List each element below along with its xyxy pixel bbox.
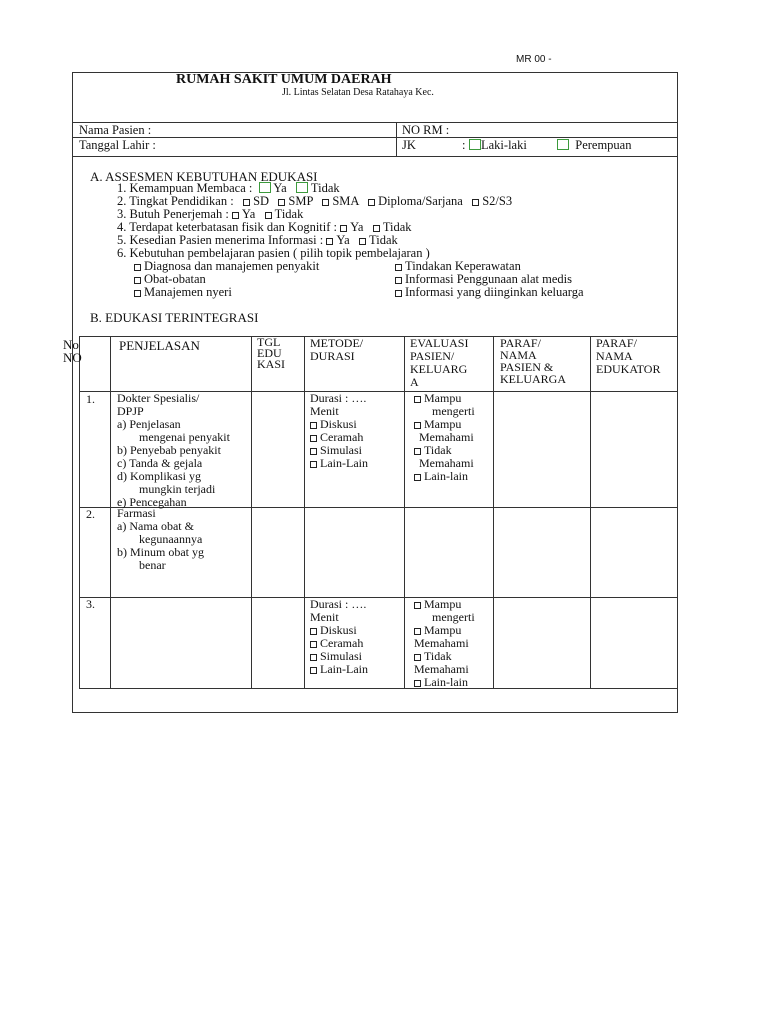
- checkbox-icon[interactable]: [310, 654, 317, 661]
- header-metode: METODE/ DURASI: [310, 336, 364, 363]
- metode-option[interactable]: Ceramah: [310, 431, 368, 444]
- question-reading: [117, 182, 340, 195]
- evaluasi-options: Mampu mengerti Mampu Memahami Tidak Memahami Lain-lain: [414, 392, 475, 483]
- checkbox-icon[interactable]: [359, 238, 366, 245]
- gender-female-option[interactable]: [557, 139, 631, 152]
- header-evaluasi: EVALUASI PASIEN/ KELUARG A: [410, 336, 469, 389]
- option-yes: Ya: [273, 181, 287, 195]
- row-explanation: Dokter Spesialis/ DPJP a) Penjelasan mengenai penyakit b) Penyebab penyakit c) Tanda & gejala d) Komplikasi yg mungkin terjadi e) Pencegahan: [117, 391, 230, 509]
- metode-option[interactable]: Lain-Lain: [310, 663, 368, 676]
- checkbox-icon[interactable]: [414, 422, 421, 429]
- medical-record-field[interactable]: NO RM :: [402, 123, 450, 137]
- question-label: 3. Butuh Penerjemah :: [117, 207, 229, 221]
- question-limitation: [117, 221, 412, 234]
- divider: [72, 122, 678, 123]
- table-border: [304, 336, 305, 688]
- table-border: [493, 336, 494, 688]
- topic-label: Informasi yang diinginkan keluarga: [405, 285, 584, 299]
- divider: [72, 156, 678, 157]
- gender-colon: :: [462, 138, 466, 152]
- evaluasi-option[interactable]: Mampu: [414, 418, 475, 431]
- topic-label: Tindakan Keperawatan: [405, 259, 521, 273]
- topic-label: Obat-obatan: [144, 272, 206, 286]
- topic-option[interactable]: [134, 260, 319, 273]
- metode-option[interactable]: Ceramah: [310, 637, 368, 650]
- question-label: 1. Kemampuan Membaca :: [117, 181, 253, 195]
- question-label: 2. Tingkat Pendidikan :: [117, 194, 234, 208]
- option-yes: Ya: [336, 233, 350, 247]
- evaluasi-option[interactable]: Mampu: [414, 392, 475, 405]
- question-learning-needs: 6. Kebutuhan pembelajaran pasien ( pilih topik pembelajaran ): [117, 246, 430, 260]
- table-border: [79, 336, 678, 337]
- checkbox-icon[interactable]: [134, 277, 141, 284]
- header-paraf-edukator: PARAF/ NAMA EDUKATOR: [596, 336, 661, 376]
- metode-option[interactable]: Diskusi: [310, 624, 368, 637]
- male-label: Laki-laki: [481, 138, 527, 152]
- patient-name-field[interactable]: Nama Pasien :: [79, 123, 152, 137]
- birth-date-field[interactable]: Tanggal Lahir :: [79, 138, 156, 152]
- question-label: 5. Kesedian Pasien menerima Informasi :: [117, 233, 324, 247]
- option-no: Tidak: [310, 181, 340, 195]
- checkbox-icon[interactable]: [232, 212, 239, 219]
- checkbox-icon[interactable]: [414, 680, 421, 687]
- header-paraf-pasien: PARAF/ NAMA PASIEN & KELUARGA: [500, 336, 566, 386]
- question-translator: [117, 208, 303, 221]
- evaluasi-option[interactable]: Lain-lain: [414, 676, 475, 689]
- option-no: Tidak: [274, 207, 304, 221]
- option-yes: Ya: [241, 207, 256, 221]
- checkbox-icon[interactable]: [414, 602, 421, 609]
- hospital-name: RUMAH SAKIT UMUM DAERAH: [176, 72, 392, 87]
- checkbox-icon[interactable]: [310, 461, 317, 468]
- question-education: [117, 195, 512, 208]
- topic-option[interactable]: [395, 260, 521, 273]
- row-explanation: Farmasi a) Nama obat & kegunaannya b) Minum obat yg benar: [117, 506, 204, 572]
- topic-option[interactable]: [395, 286, 584, 299]
- checkbox-icon[interactable]: [310, 667, 317, 674]
- checkbox-icon[interactable]: [296, 182, 308, 193]
- evaluasi-option[interactable]: Tidak: [414, 444, 475, 457]
- checkbox-icon[interactable]: [395, 277, 402, 284]
- header-no: No: [63, 337, 79, 352]
- checkbox-icon[interactable]: [472, 199, 479, 206]
- checkbox-icon[interactable]: [310, 435, 317, 442]
- female-label: Perempuan: [575, 138, 632, 152]
- topic-option[interactable]: [395, 273, 572, 286]
- checkbox-icon[interactable]: [414, 448, 421, 455]
- option-s2s3: S2/S3: [482, 194, 513, 208]
- row-number: 3.: [86, 597, 95, 611]
- metode-option[interactable]: Simulasi: [310, 650, 368, 663]
- gender-male-option[interactable]: [469, 139, 527, 152]
- checkbox-icon[interactable]: [134, 264, 141, 271]
- evaluasi-option[interactable]: Tidak: [414, 650, 475, 663]
- topic-label: Informasi Penggunaan alat medis: [405, 272, 572, 286]
- question-willingness: [117, 234, 398, 247]
- evaluasi-option[interactable]: Mampu: [414, 598, 475, 611]
- table-border: [79, 336, 80, 688]
- metode-options: Durasi : …. Menit Diskusi Ceramah Simulasi Lain-Lain: [310, 391, 368, 470]
- topic-label: Manajemen nyeri: [144, 285, 232, 299]
- doc-code: MR 00 -: [516, 54, 552, 65]
- row-number: 1.: [86, 392, 95, 406]
- topic-option[interactable]: [134, 273, 206, 286]
- table-border: [404, 336, 405, 688]
- checkbox-icon[interactable]: [368, 199, 375, 206]
- checkbox-icon[interactable]: [310, 448, 317, 455]
- table-border: [79, 597, 678, 598]
- checkbox-icon[interactable]: [414, 396, 421, 403]
- row-number: 2.: [86, 507, 95, 521]
- divider: [396, 122, 397, 156]
- section-a-title: A. ASSESMEN KEBUTUHAN EDUKASI: [90, 169, 318, 184]
- question-label: 4. Terdapat keterbatasan fisik dan Kognitif :: [117, 220, 338, 234]
- checkbox-icon[interactable]: [259, 182, 271, 193]
- checkbox-icon[interactable]: [340, 225, 347, 232]
- table-border: [79, 688, 678, 689]
- topic-option[interactable]: [134, 286, 232, 299]
- checkbox-icon[interactable]: [134, 290, 141, 297]
- checkbox-icon[interactable]: [414, 474, 421, 481]
- checkbox-icon[interactable]: [395, 290, 402, 297]
- metode-option[interactable]: Lain-Lain: [310, 457, 368, 470]
- checkbox-icon[interactable]: [322, 199, 329, 206]
- checkbox-icon[interactable]: [469, 139, 481, 150]
- topic-label: Diagnosa dan manajemen penyakit: [144, 259, 320, 273]
- checkbox-icon[interactable]: [557, 139, 569, 150]
- option-diploma: Diploma/Sarjana: [378, 194, 463, 208]
- header-no: NO: [63, 350, 82, 365]
- option-no: Tidak: [369, 233, 398, 247]
- header-penjelasan: PENJELASAN: [119, 338, 200, 353]
- gender-label: JK: [402, 138, 416, 152]
- checkbox-icon[interactable]: [265, 212, 272, 219]
- checkbox-icon[interactable]: [373, 225, 380, 232]
- checkbox-icon[interactable]: [310, 422, 317, 429]
- evaluasi-options: Mampu mengerti Mampu Memahami Tidak Memahami Lain-lain: [414, 597, 475, 689]
- option-yes: Ya: [350, 220, 364, 234]
- option-sma: SMA: [332, 194, 359, 208]
- hospital-address: Jl. Lintas Selatan Desa Ratahaya Kec.: [282, 87, 434, 98]
- table-border: [590, 336, 591, 688]
- checkbox-icon[interactable]: [326, 238, 333, 245]
- option-sd: SD: [253, 194, 270, 208]
- metode-options: Durasi : …. Menit Diskusi Ceramah Simulasi Lain-Lain: [310, 597, 368, 676]
- metode-option[interactable]: Simulasi: [310, 444, 368, 457]
- evaluasi-option[interactable]: Mampu: [414, 624, 475, 637]
- checkbox-icon[interactable]: [243, 199, 250, 206]
- checkbox-icon[interactable]: [414, 628, 421, 635]
- option-smp: SMP: [288, 194, 313, 208]
- header-tgl-edukasi: TGL EDU KASI: [257, 335, 286, 371]
- evaluasi-option[interactable]: Lain-lain: [414, 470, 475, 483]
- checkbox-icon[interactable]: [414, 654, 421, 661]
- checkbox-icon[interactable]: [310, 628, 317, 635]
- checkbox-icon[interactable]: [310, 641, 317, 648]
- checkbox-icon[interactable]: [278, 199, 285, 206]
- table-border: [251, 336, 252, 688]
- metode-option[interactable]: Diskusi: [310, 418, 368, 431]
- option-no: Tidak: [382, 220, 412, 234]
- section-b-title: B. EDUKASI TERINTEGRASI: [90, 310, 259, 325]
- checkbox-icon[interactable]: [395, 264, 402, 271]
- table-border: [110, 336, 111, 688]
